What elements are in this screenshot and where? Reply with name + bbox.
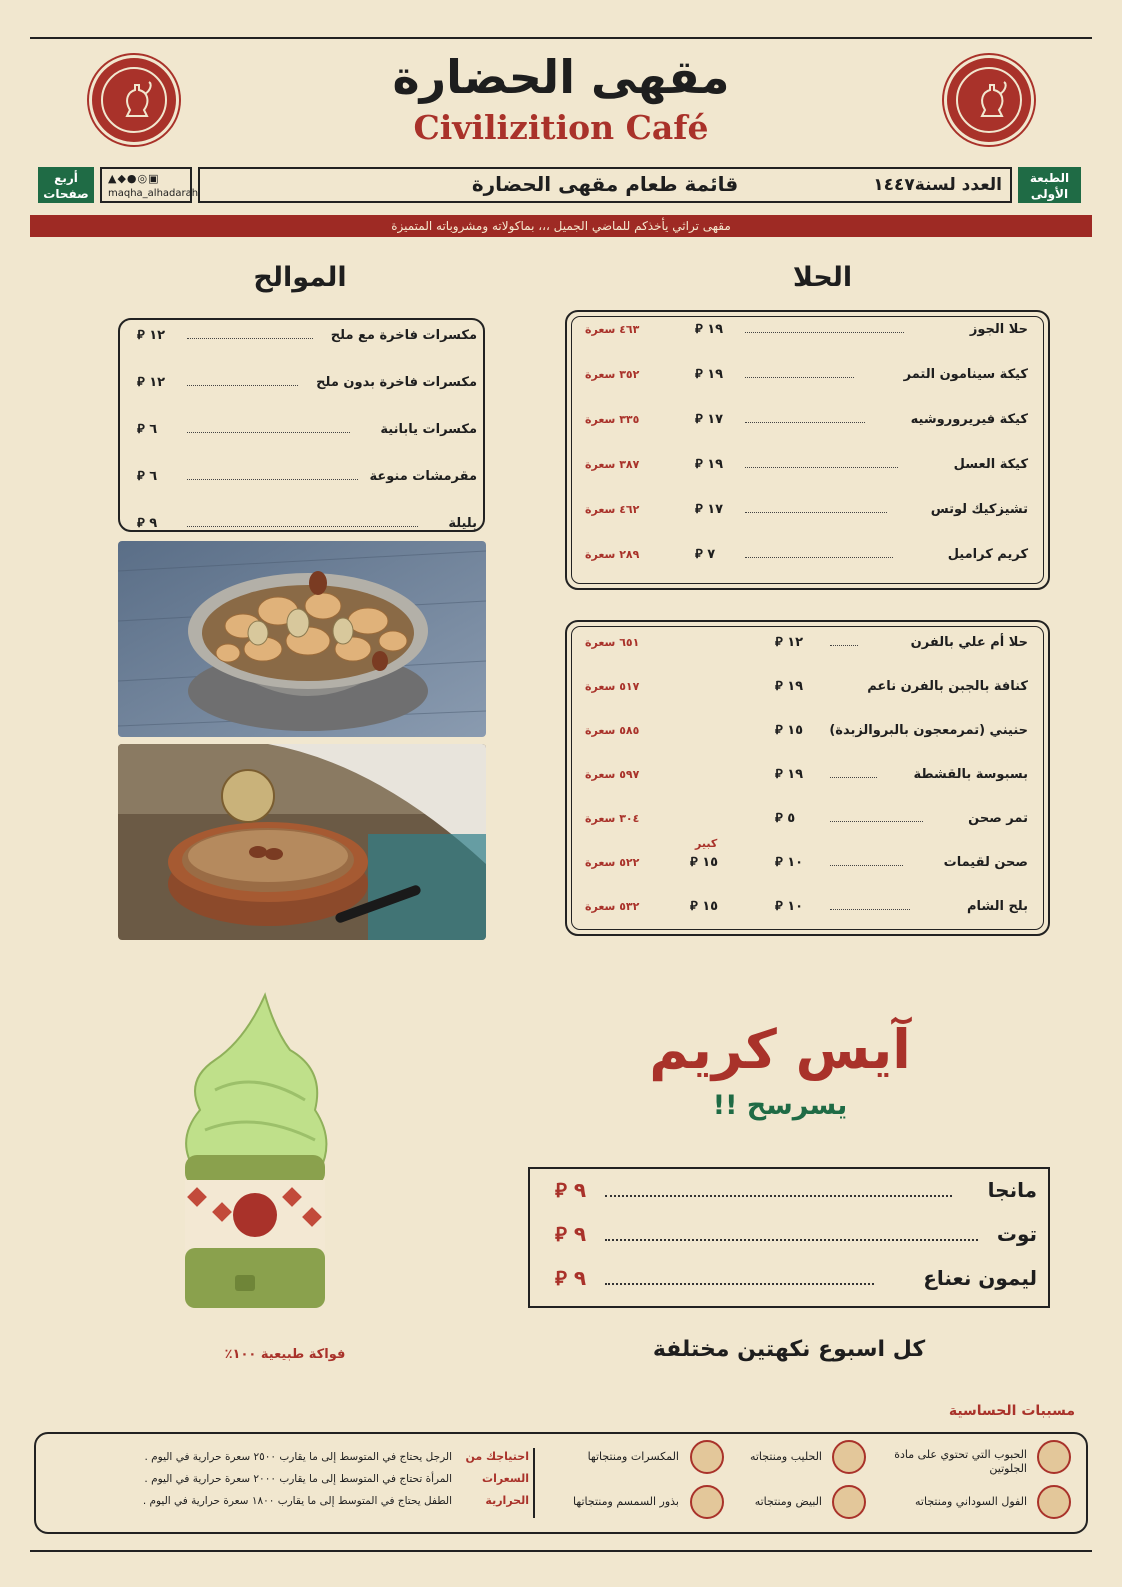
- icecream-subtitle: يسرسح !!: [712, 1090, 848, 1121]
- dot-leader: [605, 1239, 978, 1241]
- item-price: ١٧ ⃁: [695, 502, 724, 517]
- item-price: ١٢ ⃁: [137, 375, 166, 390]
- dot-leader: [745, 557, 893, 558]
- flavor-row: [545, 1175, 1037, 1205]
- item-price: ٧ ⃁: [695, 547, 716, 562]
- item-name: مقرمشات منوعة: [369, 469, 477, 484]
- menu-item-row: [585, 853, 1028, 873]
- menu-title: قائمة طعام مقهى الحضارة: [471, 172, 739, 196]
- flavor-price: ٩ ⃁: [555, 1178, 587, 1202]
- item-price: ١٩ ⃁: [695, 367, 724, 382]
- allergy-item: الحبوب التي تحتوي على مادة الجلوتين: [894, 1448, 1027, 1475]
- social-handle: maqha_alhadarah: [108, 188, 199, 199]
- menu-item-row: [585, 765, 1028, 785]
- item-name: حنيني (تمرمعجون بالبروالزبدة): [829, 723, 1028, 738]
- dot-leader: [745, 512, 887, 513]
- flavor-name: ليمون نعناع: [923, 1266, 1037, 1290]
- needs-label-2: السعرات: [482, 1472, 529, 1485]
- title-bar: [198, 167, 1012, 203]
- item-name: كيكة سينامون التمر: [903, 367, 1028, 382]
- item-calories: ٣٨٧ سعرة: [585, 458, 640, 471]
- menu-item-row: [585, 809, 1028, 829]
- flavor-price: ٩ ⃁: [555, 1266, 587, 1290]
- item-price: ١٩ ⃁: [775, 679, 804, 694]
- item-calories: ٥٨٥ سعرة: [585, 724, 640, 737]
- dot-leader: [187, 526, 418, 527]
- item-name: تشيزكيك لوتس: [930, 502, 1028, 517]
- item-calories: ٥٣٢ سعرة: [585, 900, 640, 913]
- item-name: تمر صحن: [968, 811, 1028, 826]
- icecream-cup-image: [175, 990, 335, 1320]
- item-calories: ٤٦٣ سعرة: [585, 323, 640, 336]
- social-box: [100, 167, 199, 203]
- flavor-name: مانجا: [987, 1178, 1037, 1202]
- fruit-note: فواكة طبيعية ١٠٠٪: [224, 1347, 346, 1362]
- item-name: مكسرات فاخرة مع ملح: [330, 328, 477, 343]
- menu-item-row: [585, 677, 1028, 697]
- item-name: بلح الشام: [966, 899, 1028, 914]
- dot-leader: [830, 645, 858, 646]
- item-price-large: ١٥ ⃁: [690, 899, 719, 914]
- pages-badge: أربع صفحات: [38, 167, 94, 203]
- menu-item-row: [585, 410, 1028, 430]
- allergy-item: بذور السمسم ومنتجاتها: [573, 1495, 679, 1508]
- item-name: مكسرات يابانية: [380, 422, 477, 437]
- menu-item-row: [585, 897, 1028, 917]
- item-calories: ٥٢٢ سعرة: [585, 856, 640, 869]
- needs-label-1: احتياجك من: [465, 1450, 529, 1463]
- item-calories: ٤٦٢ سعرة: [585, 503, 640, 516]
- item-name: صحن لقيمات: [943, 855, 1028, 870]
- menu-item-row: [132, 420, 477, 440]
- flavor-row: [545, 1263, 1037, 1293]
- tagline-band: مقهى تراثي يأخذكم للماضي الجميل ،،، بماكولاته ومشروباته المتميزة: [30, 215, 1092, 237]
- top-rule: [30, 37, 1092, 39]
- menu-item-row: [132, 467, 477, 487]
- menu-item-row: [585, 545, 1028, 565]
- sweets-list-2: [585, 633, 1028, 923]
- nuts-icon: [690, 1440, 724, 1474]
- wheat-icon: [1037, 1440, 1071, 1474]
- item-name: بسبوسة بالقشطة: [913, 767, 1028, 782]
- item-price: ١٠ ⃁: [775, 899, 804, 914]
- nuts-photo: [118, 541, 486, 737]
- sweets-list-1: [585, 318, 1028, 580]
- allergy-divider: [533, 1448, 535, 1518]
- brand-english: Civilizition Café: [413, 108, 709, 147]
- menu-item-row: [585, 500, 1028, 520]
- menu-item-row: [585, 633, 1028, 653]
- milk-icon: [832, 1440, 866, 1474]
- item-price: ١٩ ⃁: [695, 457, 724, 472]
- flavors-list: [545, 1175, 1037, 1301]
- dot-leader: [745, 377, 854, 378]
- flavor-name: توت: [996, 1222, 1037, 1246]
- item-price: ١٧ ⃁: [695, 412, 724, 427]
- dot-leader: [745, 467, 898, 468]
- item-name: كنافة بالجبن بالفرن ناعم: [867, 679, 1028, 694]
- item-name: حلا الجوز: [969, 322, 1028, 337]
- edition-badge: الطبعة الأولى: [1018, 167, 1081, 203]
- dot-leader: [830, 909, 910, 910]
- item-price: ١٢ ⃁: [137, 328, 166, 343]
- social-icons: ▣◎●◆▲: [108, 172, 160, 185]
- item-price: ٦ ⃁: [137, 422, 158, 437]
- dot-leader: [605, 1195, 952, 1197]
- item-calories: ٣٥٢ سعرة: [585, 368, 640, 381]
- savory-list: [132, 326, 477, 531]
- item-name: حلا أم علي بالفرن: [910, 635, 1028, 650]
- needs-line: المرأة تحتاج في المتوسط إلى ما يقارب ٢٠٠٠ سعرة حرارية في اليوم .: [144, 1473, 452, 1485]
- flavor-row: [545, 1219, 1037, 1249]
- item-price: ١٩ ⃁: [695, 322, 724, 337]
- menu-item-row: [585, 365, 1028, 385]
- menu-item-row: [132, 514, 477, 534]
- brand-arabic: مقهى الحضارة: [392, 50, 730, 104]
- item-calories: ٥٩٧ سعرة: [585, 768, 640, 781]
- allergy-item: المكسرات ومنتجاتها: [587, 1450, 679, 1463]
- item-name: كيكة العسل: [953, 457, 1028, 472]
- dot-leader: [187, 432, 350, 433]
- allergy-title: مسببات الحساسية: [948, 1403, 1075, 1419]
- dot-leader: [830, 777, 877, 778]
- item-price: ١٠ ⃁: [775, 855, 804, 870]
- issue-text: العدد لسنة١٤٤٧: [873, 175, 1002, 195]
- egg-icon: [832, 1485, 866, 1519]
- dot-leader: [745, 332, 904, 333]
- item-calories: ٣٠٤ سعرة: [585, 812, 640, 825]
- item-calories: ٣٣٥ سعرة: [585, 413, 640, 426]
- flavor-price: ٩ ⃁: [555, 1222, 587, 1246]
- allergy-item: الحليب ومنتجاته: [749, 1450, 822, 1463]
- item-price-large: ١٥ ⃁: [690, 855, 719, 870]
- item-price: ٥ ⃁: [775, 811, 796, 826]
- item-price: ٩ ⃁: [137, 516, 158, 531]
- savory-title: الموالح: [253, 262, 347, 293]
- item-name: كيكة فيريروروشيه: [910, 412, 1028, 427]
- menu-item-row: [585, 721, 1028, 741]
- dot-leader: [187, 479, 358, 480]
- item-name: بليلة: [448, 516, 477, 531]
- menu-item-row: [585, 455, 1028, 475]
- dot-leader: [830, 821, 923, 822]
- needs-line: الرجل يحتاج في المتوسط إلى ما يقارب ٢٥٠٠ سعرة حرارية في اليوم .: [144, 1451, 452, 1463]
- dot-leader: [745, 422, 865, 423]
- menu-item-row: [132, 326, 477, 346]
- allergy-item: الفول السوداني ومنتجاته: [915, 1495, 1027, 1508]
- bottom-rule: [30, 1550, 1092, 1552]
- sweets-title: الحلا: [792, 262, 853, 293]
- menu-item-row: [585, 320, 1028, 340]
- icecream-title: آيس كريم: [649, 1018, 911, 1081]
- item-price: ١٥ ⃁: [775, 723, 804, 738]
- item-name: كريم كراميل: [947, 547, 1028, 562]
- dot-leader: [187, 385, 298, 386]
- dot-leader: [605, 1283, 874, 1285]
- needs-line: الطفل يحتاج في المتوسط إلى ما يقارب ١٨٠٠ سعرة حرارية في اليوم .: [142, 1495, 452, 1507]
- dot-leader: [830, 865, 903, 866]
- needs-label-3: الحرارية: [485, 1494, 529, 1507]
- large-size-label: كبير: [695, 837, 718, 850]
- item-price: ١٩ ⃁: [775, 767, 804, 782]
- menu-item-row: [132, 373, 477, 393]
- item-calories: ٢٨٩ سعرة: [585, 548, 640, 561]
- item-calories: ٦٥١ سعرة: [585, 636, 640, 649]
- dot-leader: [187, 338, 313, 339]
- weekly-note: كل اسبوع نكهتين مختلفة: [652, 1337, 926, 1362]
- allergy-item: البيض ومنتجاته: [754, 1495, 822, 1508]
- item-price: ٦ ⃁: [137, 469, 158, 484]
- sesame-icon: [690, 1485, 724, 1519]
- item-price: ١٢ ⃁: [775, 635, 804, 650]
- item-name: مكسرات فاخرة بدون ملح: [316, 375, 477, 390]
- peanut-icon: [1037, 1485, 1071, 1519]
- item-calories: ٥١٧ سعرة: [585, 680, 640, 693]
- dessert-photo: [118, 744, 486, 940]
